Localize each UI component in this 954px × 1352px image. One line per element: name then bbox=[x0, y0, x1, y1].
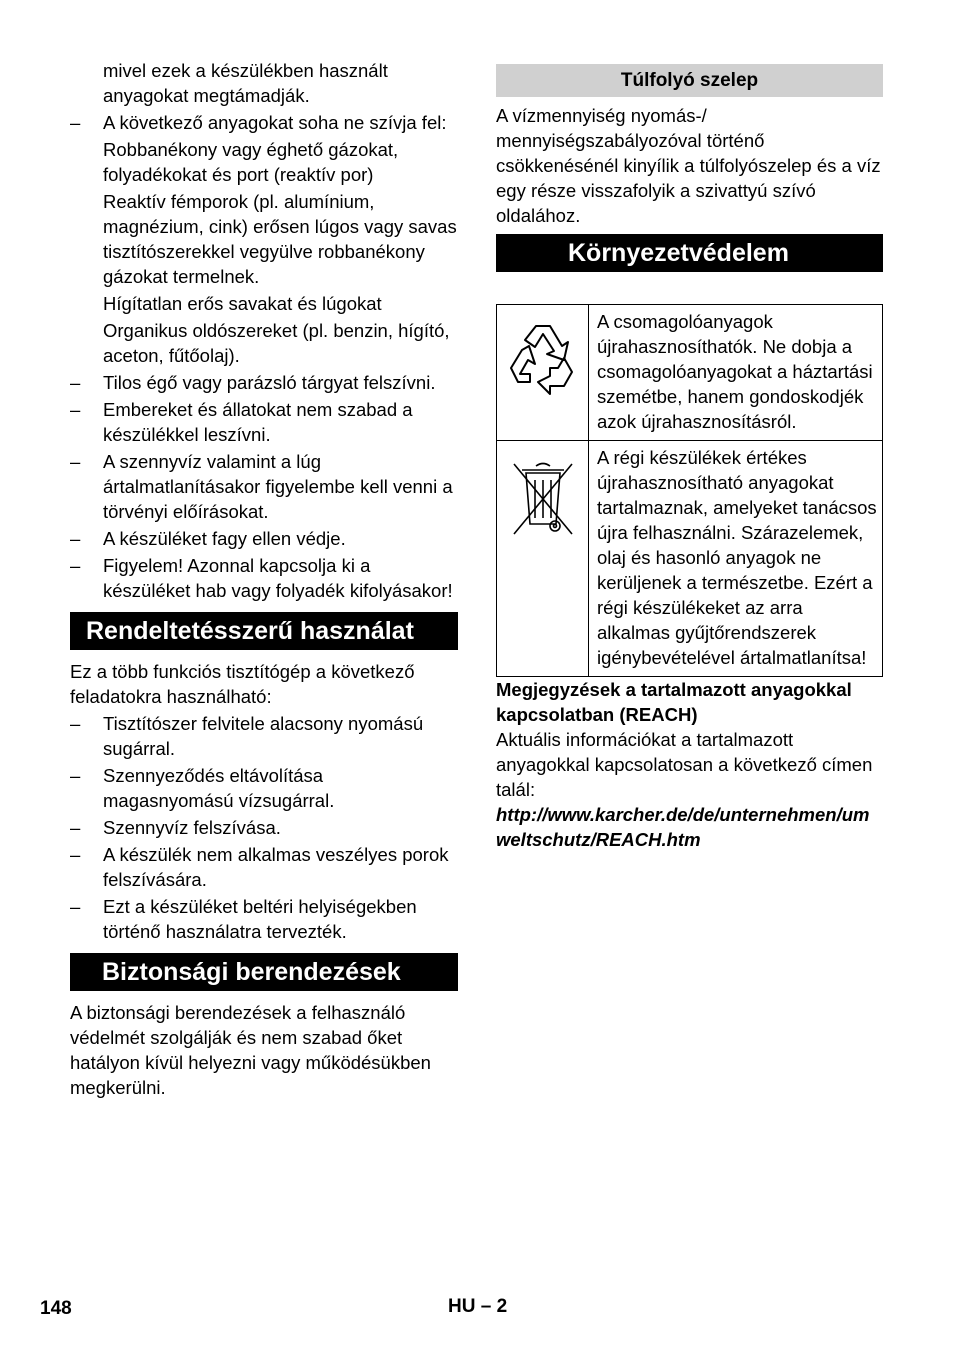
list-dash: – bbox=[70, 817, 81, 838]
list-item-text: A készülék nem alkalmas veszélyes porok felszívására. bbox=[103, 844, 449, 890]
list-item-text: Ezt a készüléket beltéri helyiségekben történő használatra tervezték. bbox=[103, 896, 417, 942]
list-item bbox=[70, 110, 458, 135]
table-cell-text: A csomagolóanyagok újrahasznosíthatók. Ne dobja a csomagolóanyagokat a háztartási szemétbe, hanem gondoskodjék azok újrahasznosításról. bbox=[589, 305, 883, 441]
left-column bbox=[70, 58, 458, 1100]
list-item-text: Figyelem! Azonnal kapcsolja ki a készüléket hab vagy folyadék kifolyásakor! bbox=[103, 555, 453, 601]
list-dash: – bbox=[70, 713, 81, 734]
list-dash: – bbox=[70, 528, 81, 549]
tulfolyo-text: A vízmennyiség nyomás-/ mennyiségszabályozóval történő csökkenésénél kinyílik a túlfolyószelep és a víz egy része visszafolyik a szivattyú szívó oldalához. bbox=[496, 105, 881, 226]
reach-title: Megjegyzések a tartalmazott anyagokkal kapcsolatban (REACH) bbox=[496, 679, 852, 725]
sub-paragraph: Robbanékony vagy éghető gázokat, folyadékokat és port (reaktív por) bbox=[103, 139, 399, 185]
list-item bbox=[70, 842, 458, 892]
list-item bbox=[70, 553, 458, 603]
crossed-bin-icon bbox=[508, 460, 578, 540]
list-item bbox=[70, 370, 458, 395]
list-item-text: Szennyeződés eltávolítása magasnyomású vízsugárral. bbox=[103, 765, 335, 811]
sub-paragraph: Hígítatlan erős savakat és lúgokat bbox=[103, 293, 382, 314]
list-dash: – bbox=[70, 451, 81, 472]
list-item bbox=[70, 397, 458, 447]
table-cell-text: A régi készülékek értékes újrahasznosítható anyagokat tartalmaznak, amelyeket tanácsos újra felhasználni. Szárazelemek, olaj és hasonló anyagok ne kerüljenek a természetbe. Ezért a régi készülékeket az arra alkalmas gyűjtőrendszerek igénybevételével ártalmatlanítsa! bbox=[589, 441, 883, 677]
icon-cell bbox=[497, 441, 589, 677]
list-item bbox=[70, 815, 458, 840]
section-heading-rendeltetes: Rendeltetésszerű használat bbox=[70, 612, 458, 650]
list-item-text: Tilos égő vagy parázsló tárgyat felszívni. bbox=[103, 372, 436, 393]
icon-cell bbox=[497, 305, 589, 441]
list-item bbox=[70, 763, 458, 813]
list-item bbox=[70, 526, 458, 551]
list-dash: – bbox=[70, 765, 81, 786]
right-column bbox=[496, 64, 883, 852]
sub-paragraph: Reaktív fémporok (pl. alumínium, magnézium, cink) erősen lúgos vagy savas tisztítószerekkel vegyülve robbanékony gázokat termelnek. bbox=[103, 191, 457, 287]
sub-paragraph: Organikus oldószereket (pl. benzin, hígító, aceton, fűtőolaj). bbox=[103, 320, 450, 366]
intro-line-1: mivel ezek a készülékben használt bbox=[103, 60, 388, 81]
environment-table bbox=[496, 304, 883, 677]
table-row bbox=[497, 441, 883, 677]
section-heading-biztonsagi: Biztonsági berendezések bbox=[70, 953, 458, 991]
list-dash: – bbox=[70, 399, 81, 420]
section-heading-kornyezet: Környezetvédelem bbox=[496, 234, 883, 272]
list-item-text: Tisztítószer felvitele alacsony nyomású sugárral. bbox=[103, 713, 424, 759]
reach-text: Aktuális információkat a tartalmazott anyagokkal kapcsolatosan a következő címen talál: bbox=[496, 729, 873, 800]
recycling-icon bbox=[506, 320, 580, 396]
list-item-text: A készüléket fagy ellen védje. bbox=[103, 528, 346, 549]
section-text: A biztonsági berendezések a felhasználó védelmét szolgálják és nem szabad őket hatályon kívül helyezni vagy működésükben megkerülni. bbox=[70, 1002, 431, 1098]
list-dash: – bbox=[70, 844, 81, 865]
subheading-tulfolyo: Túlfolyó szelep bbox=[496, 64, 883, 97]
list-item-text: A szennyvíz valamint a lúg ártalmatlanításakor figyelembe kell venni a törvényi előírásokat. bbox=[103, 451, 453, 522]
reach-link[interactable]: http://www.karcher.de/de/unternehmen/umweltschutz/REACH.htm bbox=[496, 804, 870, 850]
list-item-text: Szennyvíz felszívása. bbox=[103, 817, 281, 838]
list-item bbox=[70, 711, 458, 761]
list-dash: – bbox=[70, 896, 81, 917]
section-intro: Ez a több funkciós tisztítógép a következő feladatokra használható: bbox=[70, 661, 415, 707]
list-item bbox=[70, 449, 458, 524]
list-dash: – bbox=[70, 112, 81, 133]
table-row bbox=[497, 305, 883, 441]
intro-line-2: anyagokat megtámadják. bbox=[103, 85, 310, 106]
page-number: 148 bbox=[40, 1298, 72, 1319]
list-dash: – bbox=[70, 372, 81, 393]
list-item bbox=[70, 894, 458, 944]
list-item-text: A következő anyagokat soha ne szívja fel: bbox=[103, 112, 447, 133]
footer-language-page: HU – 2 bbox=[448, 1296, 508, 1317]
list-item-text: Embereket és állatokat nem szabad a készülékkel leszívni. bbox=[103, 399, 413, 445]
list-dash: – bbox=[70, 555, 81, 576]
